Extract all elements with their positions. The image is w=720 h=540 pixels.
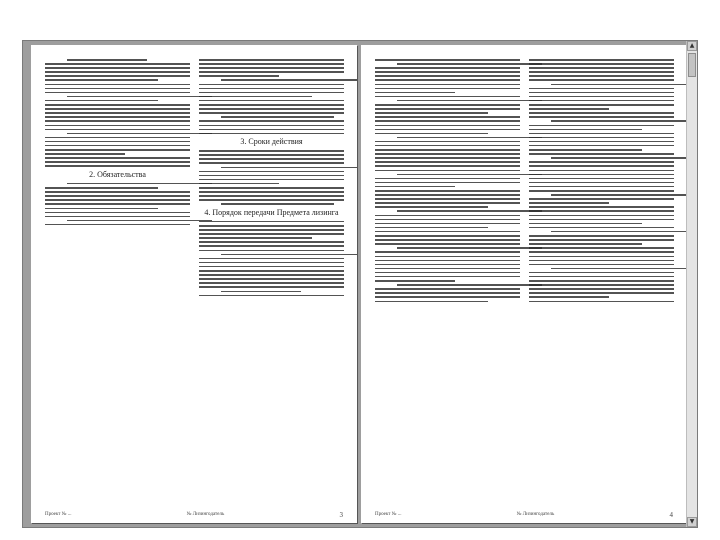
footer-right-text: № Лизингодатель — [186, 512, 225, 517]
text-line — [529, 133, 674, 135]
text-line — [375, 186, 455, 188]
page-spread — [31, 45, 687, 523]
text-line — [375, 79, 520, 81]
text-line — [199, 129, 344, 131]
section-heading: 3. Сроки действия — [240, 137, 303, 147]
text-line — [529, 264, 674, 266]
text-line — [529, 288, 674, 290]
text-line — [199, 67, 344, 69]
text-line — [199, 295, 344, 297]
text-line — [529, 63, 674, 65]
text-line — [67, 133, 212, 135]
text-line — [45, 199, 190, 201]
text-line — [529, 296, 609, 298]
page-number: 3 — [339, 511, 343, 519]
text-line — [529, 215, 674, 217]
arrow-down-icon[interactable]: ▼ — [687, 517, 697, 527]
text-line — [529, 108, 609, 110]
text-line — [67, 96, 212, 98]
text-line — [221, 203, 334, 205]
text-line — [529, 206, 674, 208]
text-line — [375, 116, 520, 118]
text-line — [45, 129, 190, 131]
text-line — [529, 202, 609, 204]
text-line — [375, 239, 520, 241]
text-line — [199, 75, 279, 77]
text-line — [529, 235, 674, 237]
text-line — [45, 187, 158, 189]
text-line — [375, 260, 520, 262]
text-line — [397, 63, 542, 65]
text-line — [375, 215, 520, 217]
text-line — [375, 223, 520, 225]
text-line — [45, 212, 190, 214]
text-line — [375, 153, 520, 155]
text-line — [529, 301, 674, 303]
text-line — [375, 227, 488, 229]
text-line — [45, 104, 190, 106]
page-3-footer — [45, 512, 343, 518]
text-line — [529, 59, 674, 61]
text-line — [45, 157, 190, 159]
text-line — [199, 171, 344, 173]
text-line — [551, 84, 687, 86]
page-4-right-column — [529, 59, 674, 507]
page-4-footer — [375, 512, 673, 518]
text-line — [375, 108, 520, 110]
text-line — [397, 100, 542, 102]
text-line — [199, 71, 344, 73]
text-line — [375, 161, 520, 163]
text-line — [529, 137, 674, 139]
text-line — [199, 282, 344, 284]
text-line — [45, 145, 190, 147]
text-line — [45, 149, 190, 151]
footer-right-text: № Лизингодатель — [516, 512, 555, 517]
text-line — [529, 96, 674, 98]
text-line — [375, 120, 520, 122]
text-line — [529, 247, 674, 249]
text-line — [529, 125, 674, 127]
text-line — [45, 161, 190, 163]
text-line — [529, 104, 674, 106]
text-line — [199, 262, 344, 264]
text-line — [199, 241, 344, 243]
text-line — [199, 199, 344, 201]
text-line — [375, 190, 520, 192]
text-line — [375, 301, 488, 303]
text-line — [529, 161, 674, 163]
page-4 — [361, 45, 687, 523]
text-line — [529, 256, 674, 258]
text-line — [375, 198, 520, 200]
text-line — [199, 233, 344, 235]
text-line — [45, 191, 190, 193]
text-line — [67, 59, 147, 61]
text-line — [397, 174, 542, 176]
text-line — [375, 256, 520, 258]
text-line — [397, 210, 542, 212]
text-line — [45, 137, 190, 139]
text-line — [45, 216, 190, 218]
text-line — [529, 251, 674, 253]
text-line — [221, 291, 301, 293]
text-line — [529, 292, 674, 294]
text-line — [199, 187, 344, 189]
text-line — [375, 157, 520, 159]
text-line — [199, 154, 344, 156]
text-line — [199, 225, 344, 227]
text-line — [375, 75, 520, 77]
text-line — [45, 208, 158, 210]
text-line — [529, 165, 674, 167]
text-line — [375, 84, 520, 86]
text-line — [45, 112, 190, 114]
text-line — [551, 231, 687, 233]
text-line — [375, 219, 520, 221]
document-workspace[interactable] — [22, 40, 698, 528]
text-line — [397, 137, 542, 139]
text-line — [199, 191, 344, 193]
text-line — [199, 84, 344, 86]
text-line — [551, 157, 687, 159]
text-line — [67, 183, 212, 185]
text-line — [199, 96, 312, 98]
text-line — [375, 88, 520, 90]
text-line — [199, 270, 344, 272]
text-line — [529, 284, 674, 286]
section-heading: 2. Обязательства — [89, 169, 146, 179]
text-line — [375, 67, 520, 69]
text-line — [199, 258, 344, 260]
text-line — [199, 266, 344, 268]
text-line — [529, 149, 642, 151]
text-line — [45, 92, 190, 94]
text-line — [199, 133, 344, 135]
text-line — [45, 120, 190, 122]
text-line — [45, 84, 190, 86]
text-line — [45, 71, 190, 73]
text-line — [529, 280, 674, 282]
text-line — [551, 268, 687, 270]
text-line — [45, 195, 190, 197]
text-line — [529, 71, 674, 73]
text-line — [45, 165, 190, 167]
text-line — [375, 104, 520, 106]
text-line — [199, 278, 344, 280]
text-line — [375, 178, 520, 180]
text-line — [529, 88, 674, 90]
text-line — [529, 67, 674, 69]
text-line — [375, 71, 520, 73]
text-line — [529, 276, 674, 278]
text-line — [375, 235, 520, 237]
text-line — [375, 243, 520, 245]
text-line — [199, 175, 344, 177]
text-line — [375, 59, 520, 61]
text-line — [199, 286, 344, 288]
text-line — [199, 183, 279, 185]
text-line — [529, 145, 674, 147]
text-line — [67, 220, 212, 222]
text-line — [375, 296, 520, 298]
vertical-scrollbar[interactable] — [686, 41, 697, 527]
text-line — [375, 145, 520, 147]
text-line — [375, 276, 520, 278]
text-line — [221, 167, 357, 169]
text-line — [375, 194, 520, 196]
text-line — [529, 227, 674, 229]
text-line — [551, 120, 687, 122]
text-line — [199, 229, 344, 231]
text-line — [45, 203, 190, 205]
section-heading: 4. Порядок передачи Предмета лизинга — [204, 207, 339, 217]
text-line — [375, 133, 488, 135]
text-line — [199, 120, 344, 122]
text-line — [529, 174, 674, 176]
text-line — [199, 92, 344, 94]
text-line — [45, 100, 158, 102]
text-line — [529, 170, 674, 172]
text-line — [199, 221, 344, 223]
text-line — [529, 79, 674, 81]
text-line — [529, 100, 674, 102]
text-line — [199, 274, 344, 276]
text-line — [529, 153, 674, 155]
text-line — [199, 104, 344, 106]
text-line — [375, 251, 520, 253]
text-line — [45, 125, 190, 127]
text-line — [45, 108, 190, 110]
text-line — [199, 179, 344, 181]
text-line — [529, 210, 674, 212]
text-line — [199, 162, 344, 164]
text-line — [45, 79, 158, 81]
text-line — [375, 292, 520, 294]
text-line — [397, 284, 542, 286]
text-line — [375, 202, 520, 204]
text-line — [199, 100, 344, 102]
text-line — [199, 237, 312, 239]
arrow-up-icon[interactable]: ▲ — [687, 41, 697, 51]
text-line — [375, 112, 488, 114]
footer-left-text: Проект № ... — [45, 512, 72, 517]
text-line — [529, 178, 674, 180]
text-line — [529, 223, 642, 225]
text-line — [529, 116, 674, 118]
text-line — [375, 231, 520, 233]
text-line — [529, 219, 674, 221]
text-line — [529, 182, 674, 184]
text-line — [199, 125, 344, 127]
text-line — [375, 141, 520, 143]
text-line — [45, 75, 190, 77]
text-line — [45, 63, 190, 65]
page-3 — [31, 45, 357, 523]
text-line — [529, 112, 674, 114]
page-number: 4 — [669, 511, 673, 519]
text-line — [529, 272, 674, 274]
text-line — [199, 158, 344, 160]
text-line — [529, 190, 674, 192]
text-line — [199, 195, 344, 197]
text-line — [375, 288, 520, 290]
text-line — [529, 92, 674, 94]
scroll-thumb[interactable] — [688, 53, 696, 77]
text-line — [45, 116, 190, 118]
page-3-right-column — [199, 59, 344, 507]
text-line — [199, 59, 344, 61]
text-line — [375, 92, 455, 94]
text-line — [375, 170, 520, 172]
text-line — [375, 96, 520, 98]
text-line — [199, 112, 344, 114]
text-line — [529, 129, 642, 131]
text-line — [375, 182, 520, 184]
page-4-left-column — [375, 59, 520, 507]
text-line — [375, 264, 520, 266]
text-line — [529, 243, 642, 245]
text-line — [221, 79, 357, 81]
text-line — [199, 108, 344, 110]
text-line — [375, 129, 520, 131]
text-line — [375, 125, 520, 127]
text-line — [199, 245, 344, 247]
text-line — [529, 260, 674, 262]
text-line — [375, 268, 520, 270]
footer-left-text: Проект № ... — [375, 512, 402, 517]
text-line — [221, 116, 334, 118]
text-line — [551, 194, 687, 196]
text-line — [45, 224, 190, 226]
text-line — [199, 250, 344, 252]
text-line — [529, 239, 674, 241]
text-line — [199, 150, 344, 152]
text-line — [375, 149, 520, 151]
page-3-left-column — [45, 59, 190, 507]
text-line — [221, 254, 357, 256]
text-line — [529, 141, 674, 143]
text-line — [529, 186, 674, 188]
text-line — [375, 272, 520, 274]
text-line — [199, 88, 344, 90]
text-line — [529, 75, 674, 77]
text-line — [375, 280, 455, 282]
text-line — [45, 153, 125, 155]
text-line — [45, 141, 190, 143]
text-line — [375, 165, 520, 167]
text-line — [397, 247, 542, 249]
text-line — [45, 67, 190, 69]
text-line — [529, 198, 674, 200]
text-line — [199, 63, 344, 65]
text-line — [375, 206, 488, 208]
text-line — [45, 88, 190, 90]
